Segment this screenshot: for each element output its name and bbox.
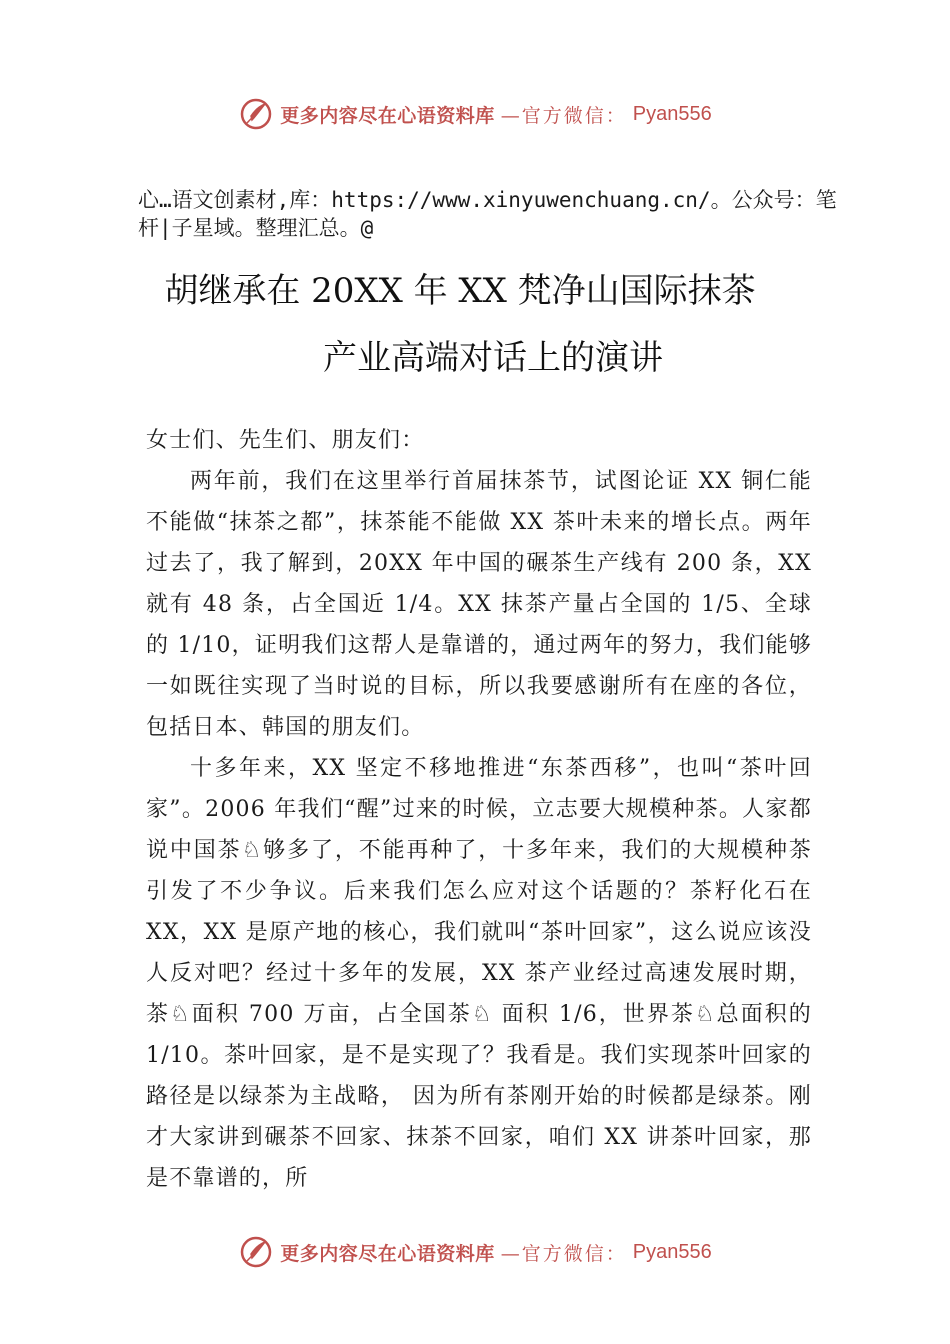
banner-separator: —官方微信： — [500, 1242, 627, 1265]
banner-text: 更多内容尽在心语资料库 — [280, 104, 495, 127]
source-attribution-line: 心…语文创素材,库：https://www.xinyuwenchuang.cn/。公众号：笔杆|子星域。整理汇总。@ — [138, 188, 837, 240]
header-watermark-banner — [0, 94, 950, 134]
greeting: 女士们、先生们、朋友们： — [146, 428, 425, 453]
banner-text: 更多内容尽在心语资料库 — [280, 1242, 495, 1265]
quill-logo-icon — [238, 96, 274, 132]
paragraph: 两年前，我们在这里举行首届抹茶节，试图论证 XX 铜仁能不能做“抹茶之都”，抹茶能不能做 XX 茶叶未来的增长点。两年过去了，我了解到，20XX 年中国的碾茶生产线有 200 条，XX 就有 48 条，占全国近 1/4。XX 抹茶产量占全国的 1/5、全球的 1/10，证明我们这帮人是靠谱的，通过两年的努力，我们能够一如既往实现了当时说的目标，所以我要感谢所有在座的各位，包括日本、韩国的朋友们。 — [146, 469, 812, 740]
banner-wechat-id: Pyan556 — [632, 1240, 712, 1263]
banner-separator: —官方微信： — [500, 104, 627, 127]
quill-logo-icon — [238, 1234, 274, 1270]
banner-wechat-id: Pyan556 — [632, 102, 712, 125]
footer-watermark-banner — [0, 1232, 950, 1272]
speech-body — [146, 420, 812, 1199]
document-title-line-2: 产业高端对话上的演讲 — [323, 338, 663, 378]
document-title-line-1: 胡继承在 20XX 年 XX 梵净山国际抹茶 — [164, 271, 756, 311]
paragraph: 十多年来，XX 坚定不移地推进“东茶西移”，也叫“茶叶回家”。2006 年我们“醒”过来的时候，立志要大规模种茶。人家都说中国茶♘够多了，不能再种了，十多年来，我们的大规模种茶引发了不少争议。后来我们怎么应对这个话题的？茶籽化石在 XX，XX 是原产地的核心，我们就叫“茶叶回家”，这么说应该没人反对吧？经过十多年的发展，XX 茶产业经过高速发展时期，茶♘面积 700 万亩，占全国茶♘ 面积 1/6，世界茶♘总面积的 1/10。茶叶回家，是不是实现了？我看是。我们实现茶叶回家的路径是以绿茶为主战略， 因为所有茶刚开始的时候都是绿茶。刚才大家讲到碾茶不回家、抹茶不回家，咱们 XX 讲茶叶回家，那是不靠谱的，所 — [146, 756, 812, 1191]
